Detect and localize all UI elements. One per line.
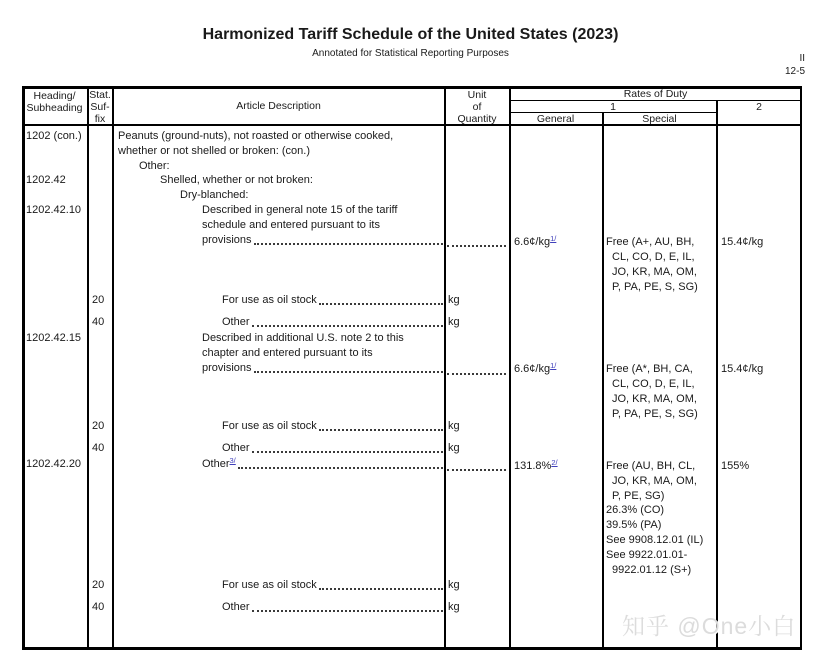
dot-leader xyxy=(254,243,443,245)
section-roman-numeral: II xyxy=(799,53,805,64)
header-stat-line1: Stat. xyxy=(89,89,111,101)
col-divider-stat xyxy=(112,86,114,650)
heading-code: 1202 (con.) xyxy=(26,130,82,142)
page-subtitle: Annotated for Statistical Reporting Purposes xyxy=(312,48,509,59)
col-divider-general-special xyxy=(602,112,604,650)
table-border-bottom xyxy=(22,647,802,650)
footnote-link-1[interactable]: 1/ xyxy=(550,361,557,370)
special-rate-line: 26.3% (CO) xyxy=(606,504,665,516)
dot-leader xyxy=(319,303,443,305)
dot-leader xyxy=(238,467,443,469)
header-heading-line1: Heading/ xyxy=(33,90,76,102)
stat-suffix: 40 xyxy=(92,316,105,328)
special-rate-line: 39.5% (PA) xyxy=(606,519,662,531)
special-rate-line: P, PA, PE, S, SG) xyxy=(612,281,698,293)
desc-line: Dry-blanched: xyxy=(180,189,249,201)
special-rate-line: Free (A*, BH, CA, xyxy=(606,363,693,375)
dot-leader xyxy=(252,325,443,327)
duty2-rate: 155% xyxy=(721,460,750,472)
desc-text: Other xyxy=(222,442,250,454)
desc-line-with-leader xyxy=(222,600,444,614)
heading-code: 1202.42 xyxy=(26,174,66,186)
heading-code: 1202.42.15 xyxy=(26,332,82,344)
dot-leader xyxy=(252,451,443,453)
duty2-rate: 15.4¢/kg xyxy=(721,236,764,248)
unit-label: kg xyxy=(448,294,460,306)
special-rate-line: JO, KR, MA, OM, xyxy=(612,266,697,278)
desc-line-with-leader xyxy=(222,419,444,433)
col-divider-duty2 xyxy=(716,100,718,650)
special-rate-line: JO, KR, MA, OM, xyxy=(612,393,697,405)
unit-label: kg xyxy=(448,601,460,613)
desc-text: provisions xyxy=(202,234,252,246)
desc-line-with-leader xyxy=(202,233,444,247)
header-stat-line2: Suf- xyxy=(90,101,110,113)
stat-suffix: 40 xyxy=(92,601,105,613)
dot-leader xyxy=(252,610,443,612)
header-special: Special xyxy=(642,113,677,125)
desc-line-with-leader xyxy=(202,361,444,375)
unit-label: kg xyxy=(448,420,460,432)
desc-text: For use as oil stock xyxy=(222,294,317,306)
desc-line: whether or not shelled or broken: (con.) xyxy=(118,145,310,157)
special-rate-line: P, PE, SG) xyxy=(612,490,665,502)
general-rate xyxy=(514,362,556,376)
desc-line: Other: xyxy=(139,160,170,172)
col-divider-description xyxy=(444,86,446,650)
desc-other-label: Other xyxy=(202,458,230,470)
special-rate-line: 9922.01.12 (S+) xyxy=(612,564,692,576)
header-unit-line3: Quantity xyxy=(457,113,497,125)
general-rate-value: 6.6¢/kg xyxy=(514,236,551,248)
unit-dot-leader xyxy=(447,361,506,375)
desc-text: For use as oil stock xyxy=(222,420,317,432)
desc-text: For use as oil stock xyxy=(222,579,317,591)
stat-suffix: 20 xyxy=(92,579,105,591)
stat-suffix: 40 xyxy=(92,442,105,454)
header-unit-line1: Unit xyxy=(467,89,487,101)
header-heading-line2: Subheading xyxy=(26,102,83,114)
desc-line: Shelled, whether or not broken: xyxy=(160,174,313,186)
footnote-link-1[interactable]: 1/ xyxy=(550,234,557,243)
page-number: 12-5 xyxy=(784,66,805,77)
special-rate-line: P, PA, PE, S, SG) xyxy=(612,408,698,420)
desc-line: Described in general note 15 of the tariff xyxy=(202,204,398,216)
heading-code: 1202.42.10 xyxy=(26,204,82,216)
dot-leader xyxy=(254,371,443,373)
desc-line-with-leader xyxy=(222,315,444,329)
special-rate-line: CL, CO, D, E, IL, xyxy=(612,378,695,390)
watermark: 知乎 @One小白 xyxy=(622,613,797,639)
desc-line: schedule and entered pursuant to its xyxy=(202,219,380,231)
stat-suffix: 20 xyxy=(92,294,105,306)
unit-label: kg xyxy=(448,442,460,454)
desc-text: Other xyxy=(222,601,250,613)
duty2-rate: 15.4¢/kg xyxy=(721,363,764,375)
special-rate-line: Free (AU, BH, CL, xyxy=(606,460,696,472)
header-article-description: Article Description xyxy=(236,100,321,112)
special-rate-line: JO, KR, MA, OM, xyxy=(612,475,697,487)
unit-label: kg xyxy=(448,579,460,591)
desc-line-with-leader xyxy=(222,441,444,455)
unit-dot-leader xyxy=(447,457,506,471)
header-rates-of-duty: Rates of Duty xyxy=(623,88,688,100)
table-border-right xyxy=(800,86,802,650)
stat-suffix: 20 xyxy=(92,420,105,432)
desc-line: Described in additional U.S. note 2 to this xyxy=(202,332,404,344)
col-divider-heading xyxy=(87,86,89,650)
heading-code: 1202.42.20 xyxy=(26,458,82,470)
unit-label: kg xyxy=(448,316,460,328)
table-border-left xyxy=(22,86,25,650)
page-title: Harmonized Tariff Schedule of the United States (2023) xyxy=(202,26,619,43)
general-rate xyxy=(514,235,556,249)
desc-text: provisions xyxy=(202,362,252,374)
header-stat-line3: fix xyxy=(94,113,106,125)
special-rate-line: See 9908.12.01 (IL) xyxy=(606,534,704,546)
dot-leader xyxy=(319,588,443,590)
desc-line-with-leader xyxy=(202,457,444,471)
header-unit-line2: of xyxy=(472,101,482,113)
desc-text: Other xyxy=(222,316,250,328)
general-rate-value: 131.8% xyxy=(514,460,552,472)
footnote-link-3[interactable]: 3/ xyxy=(229,456,236,465)
dot-leader xyxy=(319,429,443,431)
general-rate-value: 6.6¢/kg xyxy=(514,363,551,375)
header-duty-col2: 2 xyxy=(756,101,762,113)
special-rate-line: Free (A+, AU, BH, xyxy=(606,236,695,248)
unit-dot-leader xyxy=(447,233,506,247)
special-rate-line: See 9922.01.01- xyxy=(606,549,688,561)
footnote-link-2[interactable]: 2/ xyxy=(551,458,558,467)
desc-line: Peanuts (ground-nuts), not roasted or otherwise cooked, xyxy=(118,130,394,142)
header-general: General xyxy=(536,113,575,125)
desc-line-with-leader xyxy=(222,578,444,592)
desc-text xyxy=(202,457,236,471)
col-divider-unit xyxy=(509,86,511,650)
header-duty-col1: 1 xyxy=(610,101,616,113)
desc-line: chapter and entered pursuant to its xyxy=(202,347,373,359)
general-rate xyxy=(514,459,558,473)
desc-line-with-leader xyxy=(222,293,444,307)
special-rate-line: CL, CO, D, E, IL, xyxy=(612,251,695,263)
